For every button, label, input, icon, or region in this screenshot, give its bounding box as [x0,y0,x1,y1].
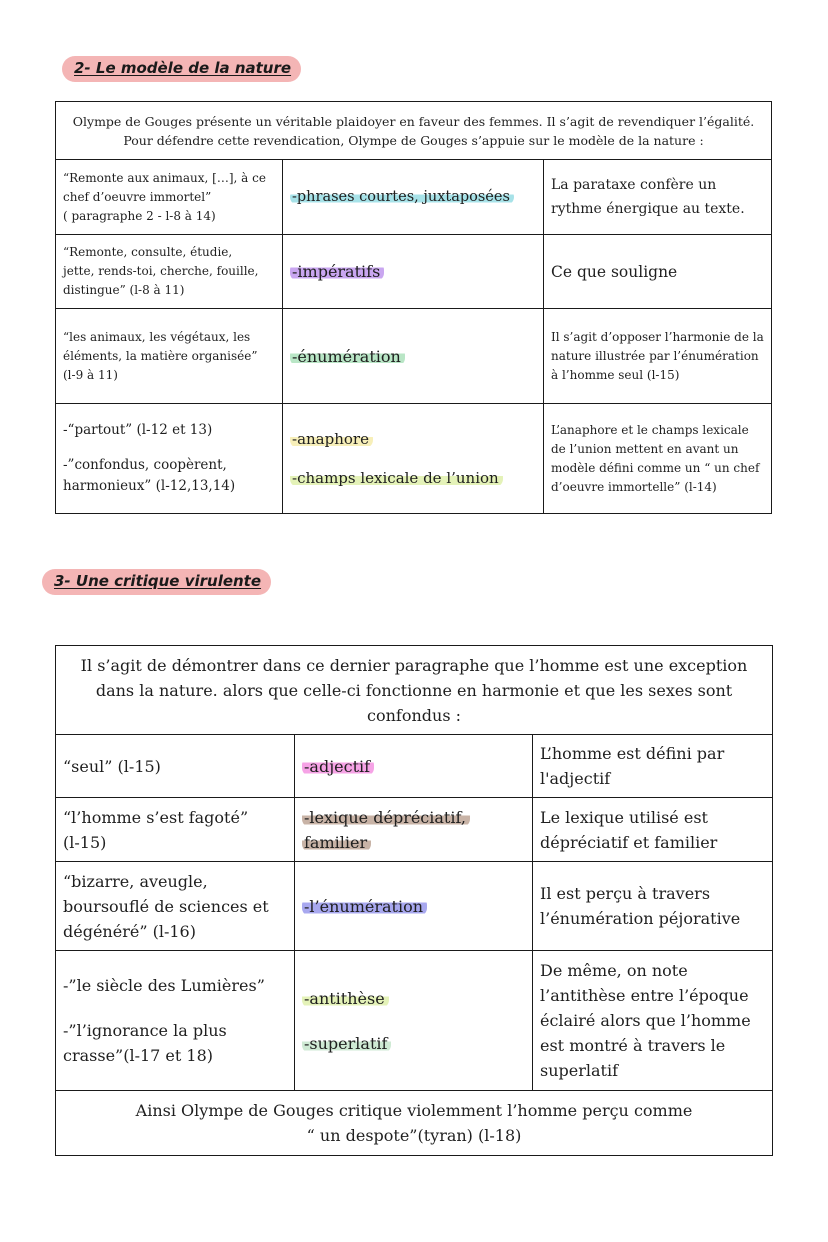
section-3-heading: 3- Une critique virulente [54,572,261,590]
comment-cell: L’anaphore et le champs lexicale de l’union mettent en avant un modèle défini comme un “ un chef d’oeuvre immortelle” (l-14) [544,404,772,514]
table-row [56,735,773,798]
device-cell [283,235,544,309]
comment-cell: Le lexique utilisé est dépréciatif et familier [533,798,773,862]
section-2-heading: 2- Le modèle de la nature [74,59,291,77]
device-cell [295,951,533,1091]
device-cell [295,798,533,862]
table-row [56,235,772,309]
quote-cell: -“partout” (l-12 et 13) -”confondus, coopèrent, harmonieux” (l-12,13,14) [56,404,283,514]
highlighted-device: -l’énumération [302,897,427,916]
highlighted-device: -champs lexicale de l’union [290,469,503,487]
quote-cell: “Remonte, consulte, étudie, jette, rends-toi, cherche, fouille, distingue” (l-8 à 11) [56,235,283,309]
comment-cell: De même, on note l’antithèse entre l’époque éclairé alors que l’homme est montré à travers le superlatif [533,951,773,1091]
highlighted-device: -phrases courtes, juxtaposées [290,189,514,205]
table-intro-row [56,102,772,160]
highlighted-device: -superlatif [302,1034,391,1053]
highlighted-device: -anaphore [290,430,373,448]
comment-cell: Il s’agit d’opposer l’harmonie de la nature illustrée par l’énumération à l’homme seul (l-15) [544,309,772,404]
device-cell [295,862,533,951]
comment-cell: L’homme est défini par l'adjectif [533,735,773,798]
conclusion-cell: Ainsi Olympe de Gouges critique violemment l’homme perçu comme “ un despote”(tyran) (l-18) [56,1091,773,1156]
highlighted-device: -antithèse [302,989,389,1008]
quote-cell: “l’homme s’est fagoté” (l-15) [56,798,295,862]
device-cell [283,309,544,404]
table-row [56,862,773,951]
table-row [56,404,772,514]
comment-cell: Il est perçu à travers l’énumération péjorative [533,862,773,951]
quote-cell: “les animaux, les végétaux, les éléments, la matière organisée” (l-9 à 11) [56,309,283,404]
highlighted-device: familier [302,833,371,852]
quote-cell: “seul” (l-15) [56,735,295,798]
comment-cell: Ce que souligne [544,235,772,309]
intro-cell: Il s’agit de démontrer dans ce dernier paragraphe que l’homme est une exception dans la nature. alors que celle-ci fonctionne en harmonie et que les sexes sont confondus : [56,646,773,735]
quote-cell: -”le siècle des Lumières” -”l’ignorance la plus crasse”(l-17 et 18) [56,951,295,1091]
table-row [56,798,773,862]
device-cell [283,160,544,235]
table-row [56,309,772,404]
comment-cell: La parataxe confère un rythme énergique au texte. [544,160,772,235]
nature-model-table [55,101,772,514]
table-row [56,160,772,235]
highlighted-device: -énumération [290,347,405,366]
table-intro-row [56,646,773,735]
table-row [56,951,773,1091]
critique-table [55,645,773,1156]
intro-cell: Olympe de Gouges présente un véritable plaidoyer en faveur des femmes. Il s’agit de revendiquer l’égalité. Pour défendre cette revendication, Olympe de Gouges s’appuie sur le modèle de la nature : [56,102,772,160]
table-outro-row [56,1091,773,1156]
quote-cell: “bizarre, aveugle, boursouflé de sciences et dégénéré” (l-16) [56,862,295,951]
highlighted-device: -adjectif [302,757,374,776]
device-cell [283,404,544,514]
device-cell [295,735,533,798]
highlighted-device: -impératifs [290,262,384,281]
highlighted-device: -lexique dépréciatif, [302,808,470,827]
quote-cell: “Remonte aux animaux, […], à ce chef d’oeuvre immortel” ( paragraphe 2 - l-8 à 14) [56,160,283,235]
